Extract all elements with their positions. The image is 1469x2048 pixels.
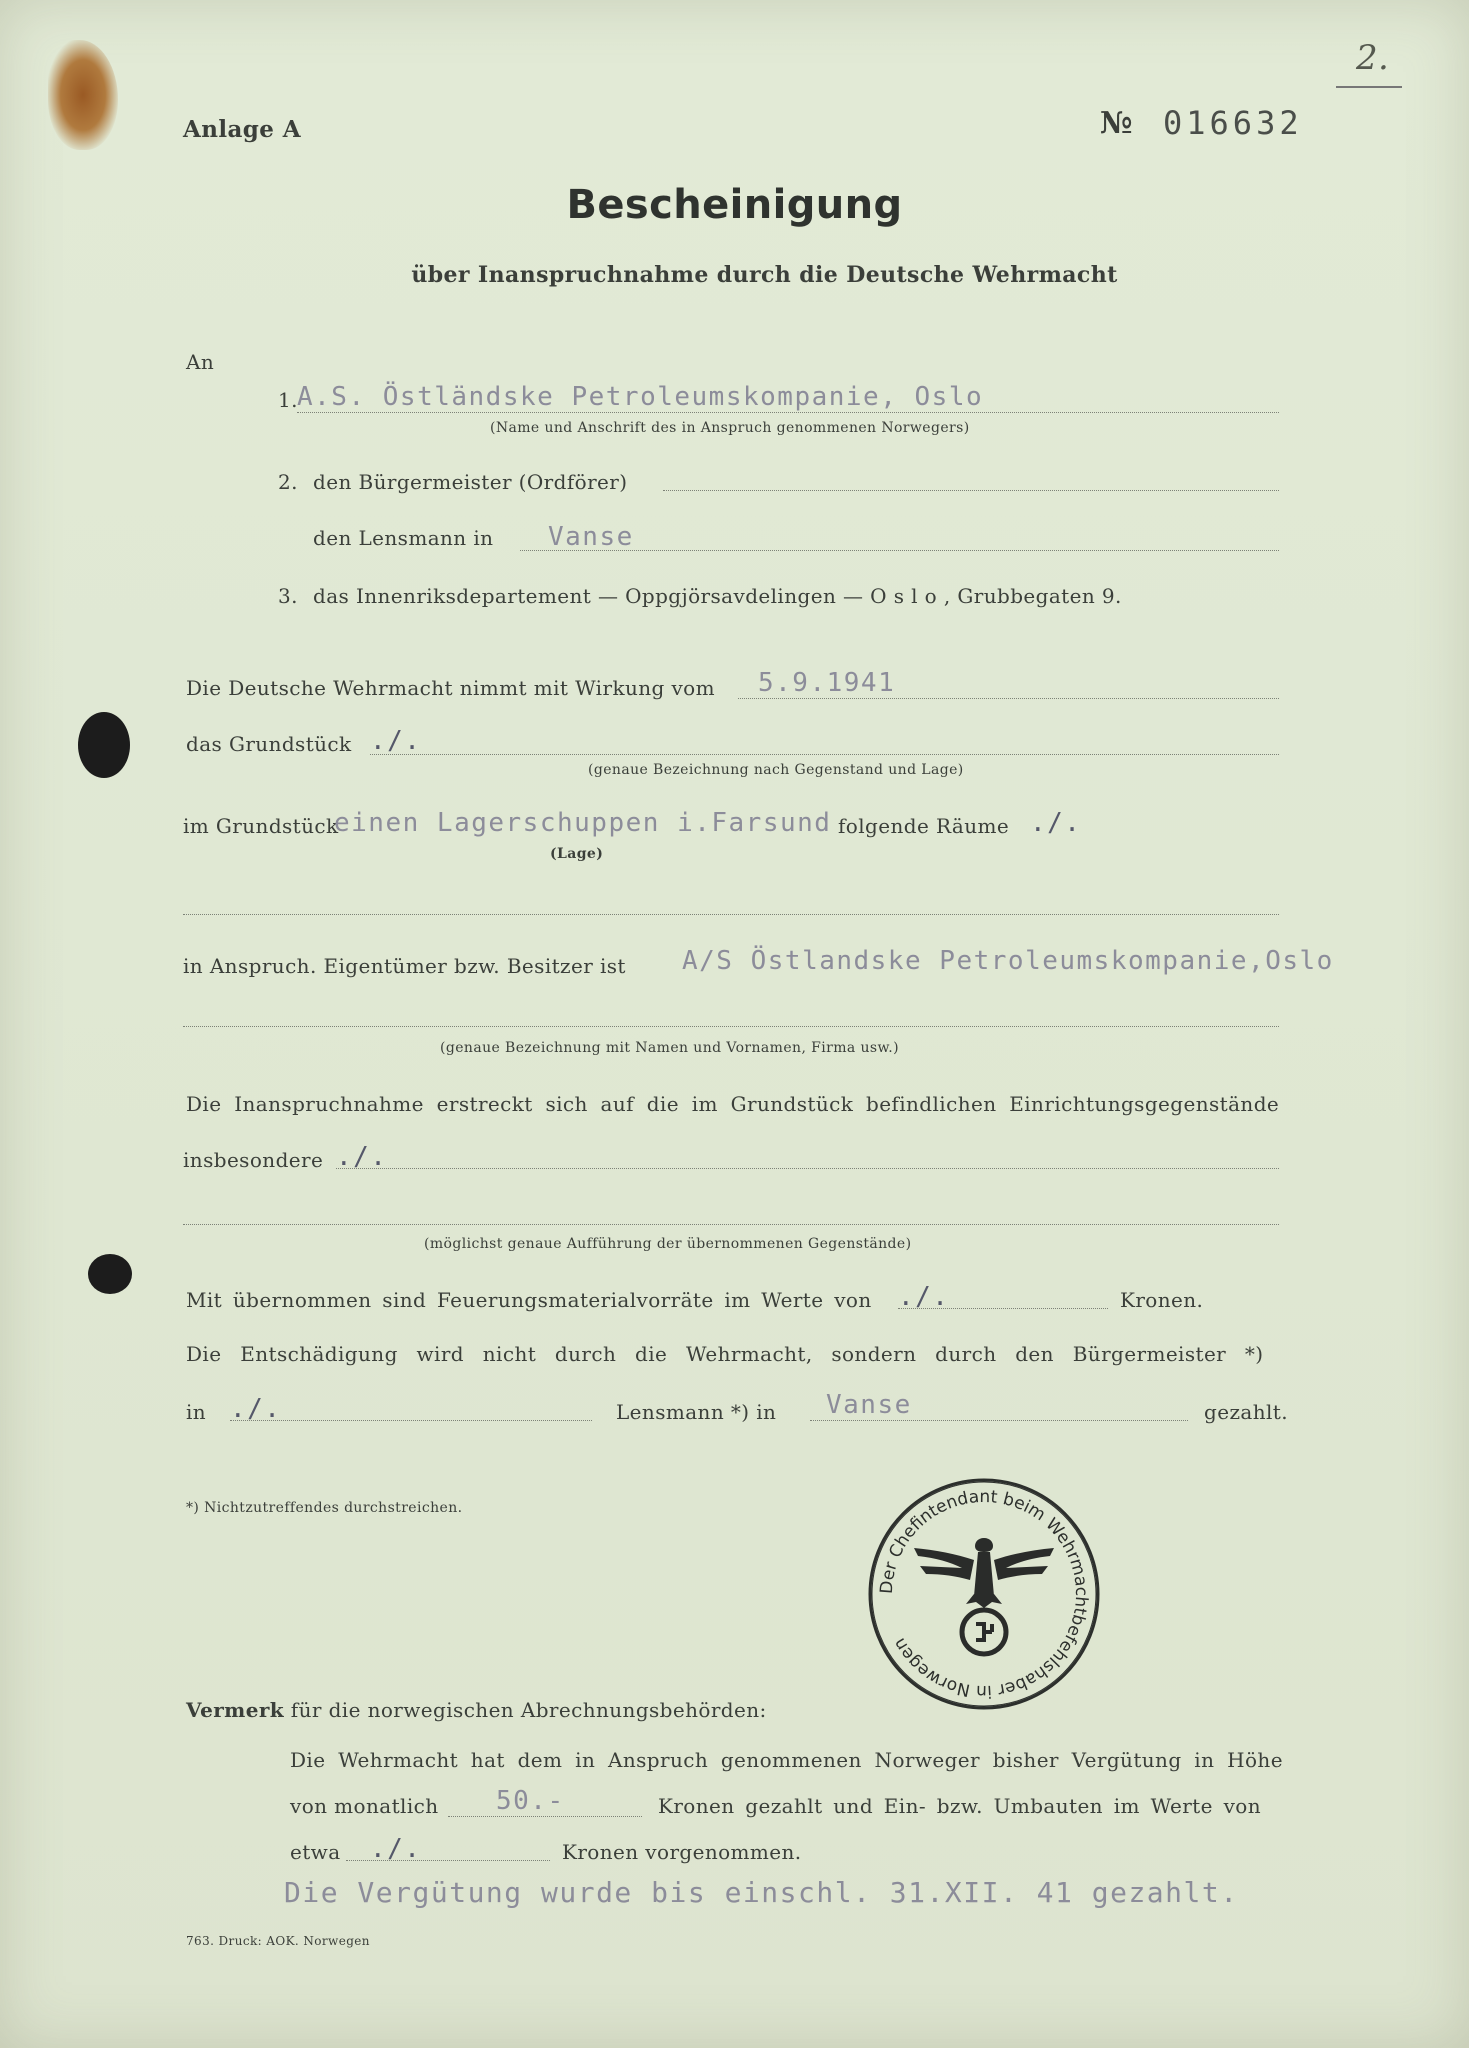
anspruch-label: in Anspruch. Eigentümer bzw. Besitzer ist xyxy=(183,954,626,978)
einrichtung-text: Die Inanspruchnahme erstreckt sich auf die im Grundstück befindlichen Einrichtungsgegenstände xyxy=(186,1092,1280,1116)
buergermeister-label: den Bürgermeister (Ordförer) xyxy=(313,470,628,494)
vermerk-bold: Vermerk xyxy=(186,1698,285,1722)
besitzer-caption: (genaue Bezeichnung mit Namen und Vornamen, Firma usw.) xyxy=(440,1040,899,1056)
insbesondere-line xyxy=(336,1168,1279,1169)
insbesondere-line-2 xyxy=(183,1224,1279,1225)
typed-note: Die Vergütung wurde bis einschl. 31.XII. 41 gezahlt. xyxy=(284,1876,1239,1909)
in-label: in xyxy=(186,1400,207,1424)
vermerk-line3-rest: Kronen vorgenommen. xyxy=(562,1840,802,1864)
grundstueck-line xyxy=(370,754,1279,755)
etwa-value: ./. xyxy=(370,1834,422,1864)
grundstueck-caption: (genaue Bezeichnung nach Gegenstand und Lage) xyxy=(588,762,964,778)
raeume-value: ./. xyxy=(1030,808,1082,838)
item1-number: 1. xyxy=(278,388,298,412)
printer-imprint: 763. Druck: AOK. Norwegen xyxy=(186,1934,370,1948)
insbesondere-caption: (möglichst genaue Aufführung der übernommenen Gegenstände) xyxy=(424,1236,912,1252)
monatlich-line xyxy=(448,1816,642,1817)
page-number-underline xyxy=(1336,86,1402,88)
wirkung-label: Die Deutsche Wehrmacht nimmt mit Wirkung vom xyxy=(186,676,715,700)
vermerk-line1: Die Wehrmacht hat dem in Anspruch genommenen Norweger bisher Vergütung in Höhe xyxy=(290,1748,1283,1772)
grundstueck-value: ./. xyxy=(370,726,422,756)
lensmann-value: Vanse xyxy=(548,522,634,552)
monatlich-value: 50.- xyxy=(496,1786,565,1816)
gezahlt-label: gezahlt. xyxy=(1204,1400,1288,1424)
in-line xyxy=(230,1420,592,1421)
besitzer-line-2 xyxy=(183,1026,1279,1027)
anlage-label: Anlage A xyxy=(183,116,301,143)
number-prefix: № xyxy=(1100,106,1134,141)
item3-number: 3. xyxy=(278,584,298,608)
entschaedigung-text: Die Entschädigung wird nicht durch die Wehrmacht, sondern durch den Bürgermeister *) xyxy=(186,1342,1264,1366)
lensmann-line xyxy=(520,550,1279,551)
feuerung-kronen: Kronen. xyxy=(1120,1288,1204,1312)
im-grundstueck-label: im Grundstück xyxy=(183,814,339,838)
besitzer-value: A/S Östlandske Petroleumskompanie,Oslo xyxy=(682,946,1334,976)
vermerk-rest: für die norwegischen Abrechnungsbehörden: xyxy=(290,1698,767,1722)
im-grundstueck-value: einen Lagerschuppen i.Farsund xyxy=(334,808,832,838)
recipient-name: A.S. Östländske Petroleumskompanie, Oslo xyxy=(297,382,984,412)
page-subtitle: über Inanspruchnahme durch die Deutsche Wehrmacht xyxy=(411,262,1118,288)
lensmann2-value: Vanse xyxy=(826,1390,912,1420)
etwa-line xyxy=(346,1860,550,1861)
lensmann-label: den Lensmann in xyxy=(313,526,494,550)
feuerung-line xyxy=(898,1308,1108,1309)
recipient-caption: (Name und Anschrift des in Anspruch genommenen Norwegers) xyxy=(490,420,970,436)
lensmann2-line xyxy=(810,1420,1188,1421)
monatlich-label: von monatlich xyxy=(290,1794,439,1818)
official-stamp xyxy=(866,1476,1102,1712)
footnote: *) Nichtzutreffendes durchstreichen. xyxy=(186,1500,463,1516)
vermerk-line2-rest: Kronen gezahlt und Ein- bzw. Umbauten im Werte von xyxy=(658,1794,1262,1818)
wirkung-date: 5.9.1941 xyxy=(758,668,896,698)
feuerung-label: Mit übernommen sind Feuerungsmaterialvorräte im Werte von xyxy=(186,1288,872,1312)
etwa-label: etwa xyxy=(290,1840,341,1864)
page-title: Bescheinigung xyxy=(566,182,903,228)
feuerung-value: ./. xyxy=(898,1282,950,1312)
document-number: 016632 xyxy=(1163,104,1303,142)
page-number: 2. xyxy=(1356,38,1390,78)
an-label: An xyxy=(186,350,215,374)
lage-caption: (Lage) xyxy=(550,846,604,862)
wirkung-line xyxy=(738,698,1279,699)
recipient-line xyxy=(297,412,1279,413)
eagle-emblem-icon xyxy=(914,1538,1054,1608)
raeume-line-2 xyxy=(183,914,1279,915)
rust-stain xyxy=(48,40,118,150)
buergermeister-line xyxy=(663,490,1279,491)
insbesondere-value: ./. xyxy=(336,1142,388,1172)
grundstueck-label: das Grundstück xyxy=(186,732,352,756)
punch-hole-bottom xyxy=(88,1254,132,1294)
innenriks-address: das Innenriksdepartement — Oppgjörsavdelingen — O s l o , Grubbegaten 9. xyxy=(313,584,1122,608)
wreath-icon xyxy=(962,1610,1006,1654)
raeume-label: folgende Räume xyxy=(838,814,1010,838)
in-value: ./. xyxy=(230,1394,282,1424)
punch-hole-top xyxy=(78,712,130,778)
vermerk-heading xyxy=(186,1698,767,1722)
lensmann2-label: Lensmann *) in xyxy=(616,1400,777,1424)
insbesondere-label: insbesondere xyxy=(183,1148,324,1172)
item2-number: 2. xyxy=(278,470,298,494)
stamp-outer-text: Der Chefintendant beim Wehrmachtbefehlshaber in Norwegen xyxy=(876,1486,1092,1702)
